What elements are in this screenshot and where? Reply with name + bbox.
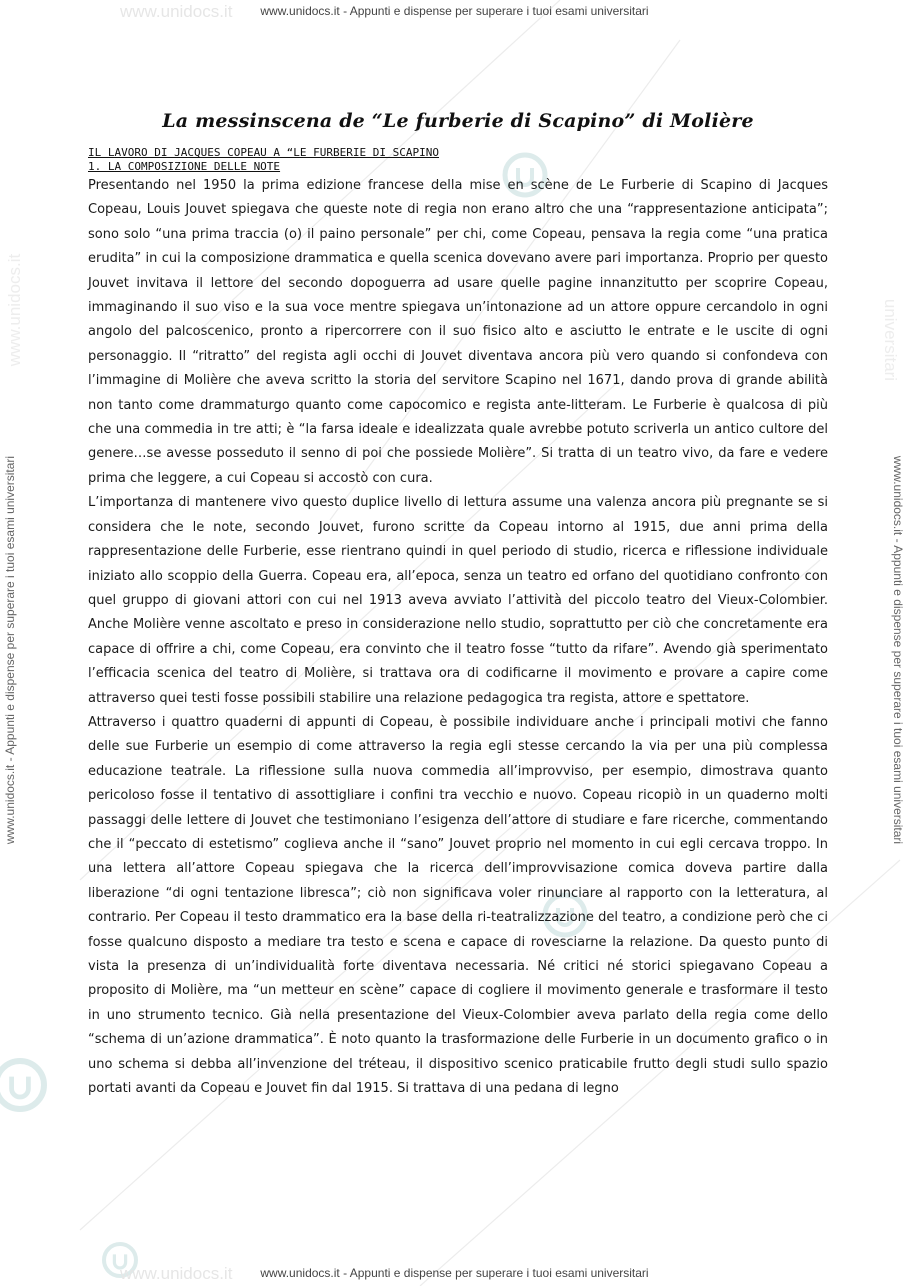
paragraph: Attraverso i quattro quaderni di appunti di Copeau, è possibile individuare anche i principali motivi che fanno delle sue Furberie un esempio di come attraverso la regia egli stesse cercando la via per una più complessa educazione teatrale. La riflessione sulla nuova commedia all’improvviso, per esempio, dimostrava quanto pericoloso fosse il tentativo di assottigliare i confini tra vecchio e nuovo. Copeau ricopiò in un quaderno molti passaggi delle lettere di Jouvet che testimoniano l’esigenza dell’attore di studiare e fare ricerche, commentando che il “peccato di estetismo” coglieva anche il “sano” Jouvet proprio nel momento in cui egli cercava troppo. In una lettera all’attore Copeau spiegava che la ricerca dell’improvvisazione comica doveva partire dalla liberazione “di ogni tentazione libresca”; ciò non significava voler rinunciare al rapporto con la letteratura, al contrario. Per Copeau il testo drammatico era la base della ri-teatralizzazione del teatro, a condizione però che ci fosse qualcuno disposto a mediare tra testo e scena e capace di rovesciarne la relazione. Da questo punto di vista la presenza di un’individualità forte diventava necessaria. Né critici né storici spiegavano Copeau a proposito di Molière, ma “un metteur en scène” capace di cogliere il movimento generale e trasformare il testo in uno strumento tecnico. Già nella presentazione del Vieux-Colombier aveva parlato della regia come dello “schema di un’azione drammatica”. È noto quanto la trasformazione delle Furberie in un documento grafico o in uno schema si debba all’invenzione del tréteau, il dispositivo scenico praticabile frutto degli studi sullo spazio portati avanti da Copeau e Jouvet fin dal 1915. Si trattava di una pedana di legno (88, 714, 828, 1097)
watermark-banner-bottom: www.unidocs.it - Appunti e dispense per superare i tuoi esami universitari (260, 1266, 649, 1280)
watermark-banner-top: www.unidocs.it - Appunti e dispense per superare i tuoi esami universitari (260, 4, 649, 18)
section-heading: IL LAVORO DI JACQUES COPEAU A “LE FURBERIE DI SCAPINO (88, 146, 439, 159)
watermark-faint-bottom: www.unidocs.it (120, 1264, 233, 1283)
watermark-logo-icon (0, 1055, 50, 1115)
watermark-faint-top: www.unidocs.it (120, 2, 233, 21)
paragraph: Presentando nel 1950 la prima edizione francese della mise en scène de Le Furberie di Scapino di Jacques Copeau, Louis Jouvet spiegava che queste note di regia non erano altro che una “rappresentazione anticipata”; sono solo “una prima traccia (o) il paino personale” per chi, come Copeau, pensava la regia come “una pratica erudita” in cui la composizione drammatica e quella scenica dovevano avere pari importanza. Proprio per questo Jouvet invitava il lettore del secondo dopoguerra ad usare quelle pagine innanzitutto per scoprire Copeau, immaginando il suo viso e la sua voce mentre spiegava un’intonazione ad un attore oppure cercandolo in ogni angolo del palcoscenico, pronto a ripercorrere con il suo fisico alto e asciutto le entrate e le uscite di ogni personaggio. Il “ritratto” del regista agli occhi di Jouvet diventava ancora più vero quando si confondeva con l’immagine di Molière che aveva scritto la storia del servitore Scapino nel 1671, dando prova di grande abilità non tanto come drammaturgo quanto come capocomico e regista ante-litteram. Le Furberie è qualcosa di più che una commedia in tre atti; è “la farsa ideale e idealizzata quale avrebbe potuto scriverla un antico cultore del genere…se avesse posseduto il senno di poi che possiede Molière”. Si tratta di un teatro vivo, da fare e vedere prima che leggere, a cui Copeau si accostò con cura. (88, 178, 828, 486)
watermark-faint-right: universitari (881, 298, 900, 382)
watermark-banner-right: www.unidocs.it - Appunti e dispense per superare i tuoi esami universitari (891, 455, 905, 845)
watermark-faint-left: www.unidocs.it (5, 253, 24, 367)
document-page (88, 110, 828, 1101)
watermark-banner-left: www.unidocs.it - Appunti e dispense per superare i tuoi esami universitari (3, 455, 17, 845)
subsection-heading: 1. LA COMPOSIZIONE DELLE NOTE (88, 160, 281, 173)
paragraph: L’importanza di mantenere vivo questo duplice livello di lettura assume una valenza ancora più pregnante se si considera che le note, secondo Jouvet, furono scritte da Copeau intorno al 1915, due anni prima della rappresentazione delle Furberie, esse rientrano quindi in quel periodo di studio, ricerca e riflessione individuale iniziato allo scoppio della Guerra. Copeau era, all’epoca, senza un teatro ed orfano del quotidiano confronto con quel gruppo di giovani attori con cui nel 1913 aveva avviato l’attività del piccolo teatro del Vieux-Colombier. Anche Molière venne ascoltato e preso in considerazione nello studio, soprattutto per ciò che concretamente era capace di offrire a chi, come Copeau, era convinto che il teatro fosse “tutto da rifare”. Avendo già sperimentato l’efficacia scenica del teatro di Molière, si trattava ora di codificarne il movimento e provare a capire come attraverso quei testi fosse possibili stabilire una relazione pedagogica tra regista, attore e spettatore. (88, 495, 828, 706)
document-title: La messinscena de “Le furberie di Scapino” di Molière (162, 110, 754, 132)
